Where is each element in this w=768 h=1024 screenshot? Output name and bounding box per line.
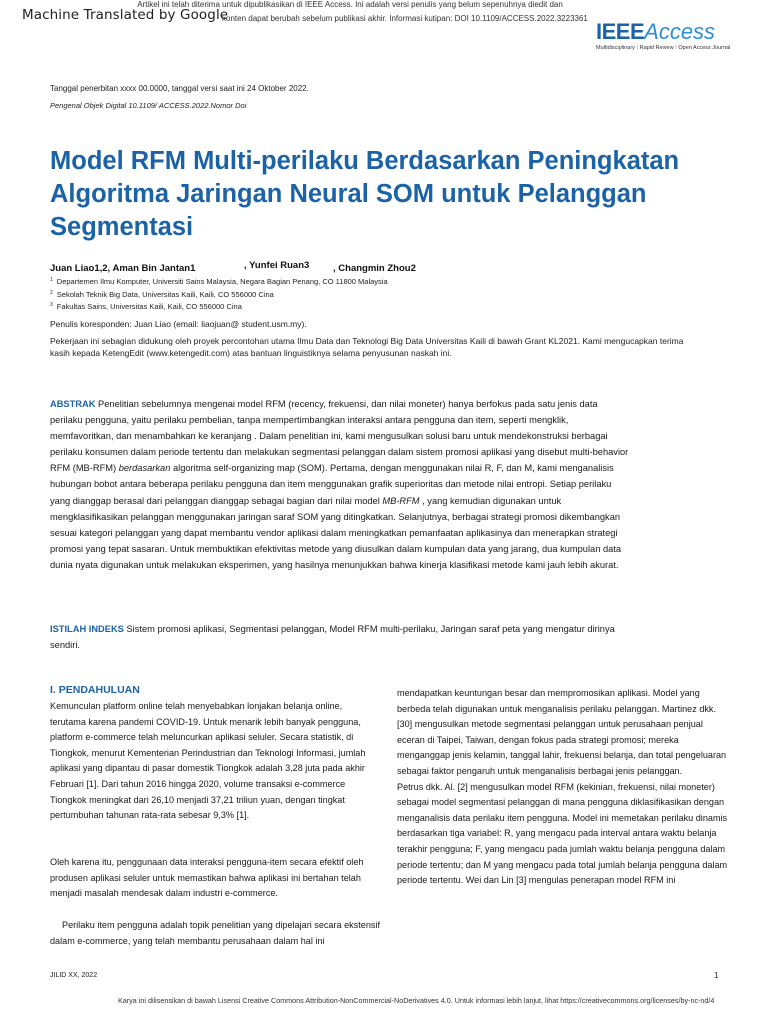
license-notice: Karya ini dilisensikan di bawah Lisensi Creative Commons Attribution-NonCommercial-NoDerivatives 4.0. Untuk informasi lebih lanjut, lihat https://creativecommons.org/licenses/by-nc-nd/4	[118, 996, 715, 1005]
acceptance-notice-line1: Artikel ini telah diterima untuk dipublikasikan di IEEE Access. Ini adalah versi penulis yang belum sepenuhnya diedit dan	[137, 0, 563, 9]
logo-access-text: Access	[644, 19, 716, 44]
author-group-3: , Changmin Zhou2	[333, 263, 416, 274]
intro-left-paragraph-2: Oleh karena itu, penggunaan data interaksi pengguna-item secara efektif oleh produsen aplikasi seluler untuk memastikan bahwa aplikasi ini bertahan telah menjadi masalah mendesak dalam industri e-commerce.	[50, 857, 364, 899]
abstract-italic-2: MB-RFM	[382, 495, 420, 506]
index-terms-text: Sistem promosi aplikasi, Segmentasi pelanggan, Model RFM multi-perilaku, Jaringan saraf peta yang mengatur dirinya sendiri.	[50, 624, 615, 650]
publication-date: Tanggal penerbitan xxxx 00.0000, tanggal versi saat ini 24 Oktober 2022.	[50, 84, 309, 93]
affiliation-text: Fakultas Sains, Universitas Kaili, Kaili, CO 556000 Cina	[56, 302, 242, 311]
abstract-label: ABSTRAK	[50, 399, 96, 409]
affiliation-number: 1	[50, 277, 53, 283]
affiliation-number: 2	[50, 290, 53, 296]
abstract-text-1: Penelitian sebelumnya mengenai model RFM (recency, frekuensi, dan nilai moneter) hanya berfokus pada satu jenis data perilaku pengguna, yaitu perilaku pembelian, tanpa mempertimbangkan interaksi antara pengguna dan item, seperti mengklik, memfavoritkan, dan menambahkan ke keranjang . Dalam penelitian ini, kami mengusulkan solusi baru untuk mendekonstruksi berbagai perilaku konsumen dalam periode tertentu dan melakukan segmentasi pelanggan dalam sistem promosi aplikasi yang disebut multi-behavior RFM (MB-RFM)	[50, 399, 629, 474]
machine-translated-label: Machine Translated by Google	[22, 7, 229, 23]
intro-left-paragraph-1: Kemunculan platform online telah menyebabkan lonjakan belanja online, terutama karena pandemi COVID-19. Untuk menarik lebih banyak pengguna, platform e-commerce telah meluncurkan aplikasi seluler. Secara statistik, di Tiongkok, menurut Kementerian Perindustrian dan Teknologi Informasi, jumlah aplikasi yang dipantau di pasar domestik Tiongkok adalah 3,28 juta pada akhir Februari [1]. Dari tahun 2016 hingga 2020, volume transaksi e-commerce Tiongkok meningkat dari 26,10 menjadi 37,21 triliun yuan, dengan tingkat pertumbuhan tahunan rata-rata sebesar 9,3% [1].	[50, 701, 366, 821]
corresponding-author: Penulis koresponden: Juan Liao (email: liaojuan@ student.usm.my).	[50, 319, 307, 329]
funding-acknowledgement: Pekerjaan ini sebagian didukung oleh proyek percontohan utama Ilmu Data dan Teknologi Big Data Universitas Kaili di bawah Grant KL2021. Kami mengucapkan terima kasih kepada KetengEdit (www.ketengedit.com) atas bantuan linguistiknya selama penyusunan naskah ini.	[50, 336, 684, 358]
footer-page-number: 1	[714, 971, 719, 980]
abstract-italic-1: berdasarkan	[118, 463, 171, 474]
affiliation-3	[50, 302, 242, 311]
affiliation-text: Departemen Ilmu Komputer, Universiti Sains Malaysia, Negara Bagian Penang, CO 11800 Malaysia	[56, 277, 388, 286]
abstract-text-2: algoritma self-organizing map (SOM). Pertama, dengan menggunakan nilai R, F, dan M, kami menganalisis hubungan bobot antara beberapa perilaku pengguna dan item menggunakan grafik superioritas dan metode nilai entropi. Setiap perilaku yang dianggap berasal dari pelanggan dianggap sebagai bagian dari nilai model	[50, 463, 614, 506]
author-group-1: Juan Liao1,2, Aman Bin Jantan1	[50, 263, 196, 274]
affiliation-number: 3	[50, 302, 53, 308]
intro-left-paragraph-3: Perilaku item pengguna adalah topik penelitian yang dipelajari secara ekstensif dalam e-commerce, yang telah membantu perusahaan dalam hal ini	[50, 920, 380, 946]
author-list	[50, 261, 750, 277]
affiliation-2	[50, 290, 274, 299]
logo-tagline: Multidisciplinary ⁝ Rapid Review ⁝ Open Access Journal	[596, 45, 731, 51]
affiliation-1	[50, 277, 388, 286]
intro-right-column	[397, 686, 732, 889]
index-terms-label: ISTILAH INDEKS	[50, 624, 124, 634]
abstract	[50, 396, 632, 573]
section-heading-introduction: I. PENDAHULUAN	[50, 684, 140, 696]
intro-right-paragraph-2: Petrus dkk. Al. [2] mengusulkan model RFM (kekinian, frekuensi, nilai moneter) sebagai model segmentasi pelanggan di mana pengguna diklasifikasikan dengan menganalisis data perilaku item pengguna. Model ini memetakan perilaku dinamis berdasarkan tiga variabel: R, yang mengacu pada interval antara waktu belanja terakhir pengguna; F, yang mengacu pada jumlah waktu belanja pengguna dalam periode tertentu; dan M yang mengacu pada total jumlah belanja pengguna dalam periode tertentu. Wei dan Lin [3] mengulas penerapan model RFM ini	[397, 781, 728, 886]
affiliation-text: Sekolah Teknik Big Data, Universitas Kaili, Kaili, CO 556000 Cina	[56, 290, 274, 299]
logo-ieee-text: IEEE	[596, 19, 645, 44]
abstract-text-3: , yang kemudian digunakan untuk mengklasifikasikan pelanggan menggunakan jaringan saraf SOM yang ditingkatkan. Selanjutnya, berbagai strategi promosi dikembangkan sesuai kategori pelanggan yang dapat membantu vendor aplikasi dalam meningkatkan pemanfaatan aplikasinya dan menerapkan strategi promosi yang tepat sasaran. Untuk membuktikan efektivitas metode yang diusulkan dalam kumpulan data yang jarang, dua kumpulan data dunia nyata digunakan untuk melakukan eksperimen, yang hasilnya menunjukkan bahwa kinerja klasifikasi metode kami jauh lebih akurat.	[50, 495, 622, 570]
doi-identifier: Pengenal Objek Digital 10.1109/ ACCESS.2022.Nomor Doi	[50, 101, 247, 110]
paper-title: Model RFM Multi-perilaku Berdasarkan Peningkatan Algoritma Jaringan Neural SOM untuk Pelanggan Segmentasi	[50, 147, 680, 241]
intro-right-paragraph-1: mendapatkan keuntungan besar dan mempromosikan aplikasi. Model yang berbeda telah digunakan untuk menganalisis perilaku pelanggan. Martinez dkk. [30] mengusulkan metode segmentasi pelanggan untuk perusahaan penjual eceran di Taipei, Taiwan, dengan fokus pada strategi promosi; mereka menganggap jenis kelamin, tanggal lahir, frekuensi belanja, dan total pengeluaran sebagai faktor pengaruh untuk menganalisis berbagai jenis pelanggan.	[397, 688, 727, 776]
author-group-2: , Yunfei Ruan3	[244, 260, 310, 271]
ieee-access-logo	[596, 19, 731, 62]
index-terms	[50, 622, 632, 653]
footer-volume: JILID XX, 2022	[50, 972, 98, 979]
acceptance-notice-line2: konten dapat berubah sebelum publikasi akhir. Informasi kutipan: DOI 10.1109/ACCESS.2022.3223361	[222, 14, 588, 23]
